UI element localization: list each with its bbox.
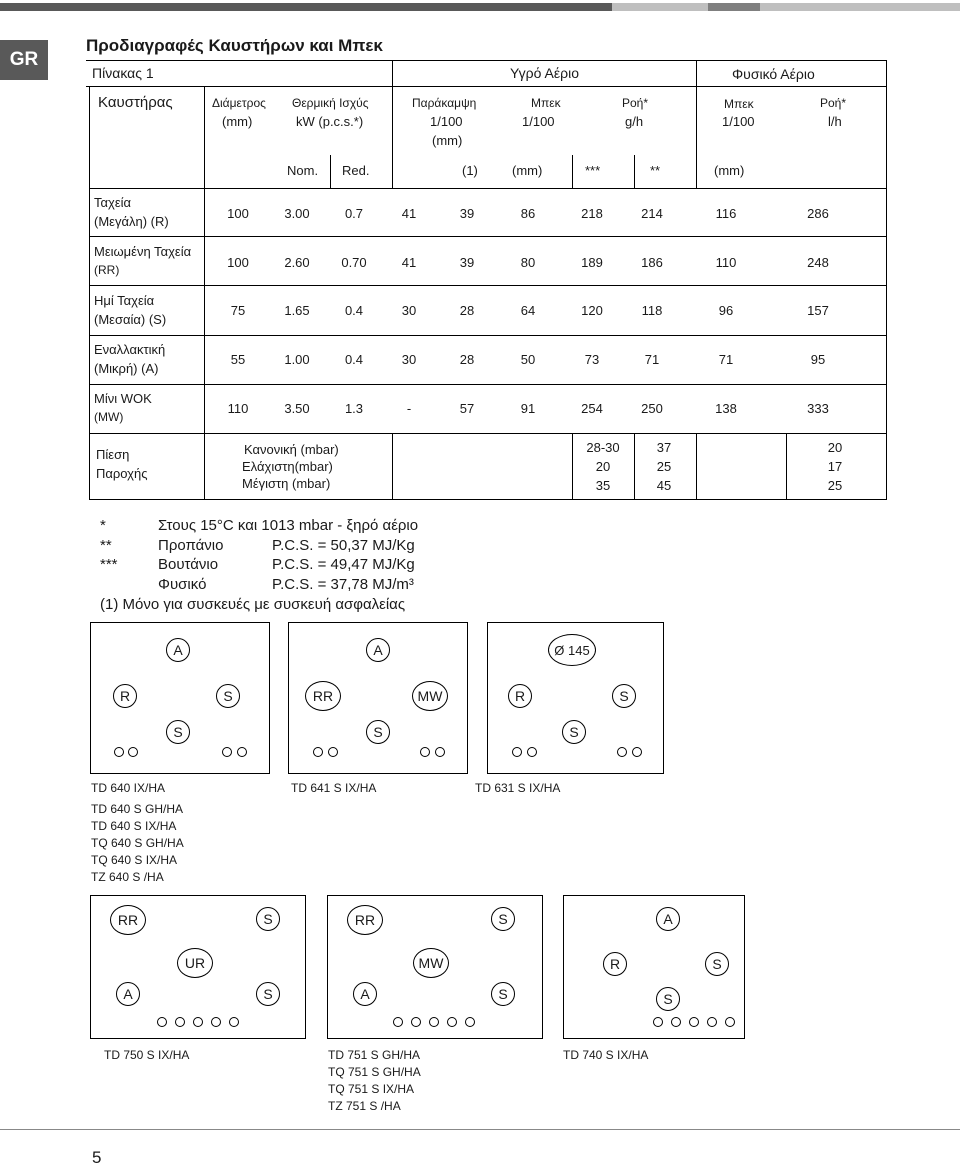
burner-rr: RR: [347, 905, 383, 935]
sub-red: Red.: [342, 163, 370, 178]
burner-a: A: [366, 638, 390, 662]
pressure-cell: 35: [595, 478, 611, 493]
table-cell: 80: [520, 255, 536, 270]
table-cell: 138: [715, 401, 737, 416]
col-nozzle-nat-unit: 1/100: [722, 114, 755, 129]
burner-s: S: [491, 907, 515, 931]
models-p3: TD 631 S IX/HA: [475, 781, 561, 795]
table-cell: 1.00: [284, 352, 310, 367]
pressure-cell: 20: [595, 459, 611, 474]
table-border: [86, 86, 886, 87]
burner-s: S: [366, 720, 390, 744]
table-border: [886, 60, 887, 500]
col-flow-lpg: Ροή*: [622, 96, 649, 110]
burner-a: A: [116, 982, 140, 1006]
col-diameter: Διάμετρος: [212, 96, 266, 110]
table-cell: 73: [584, 352, 600, 367]
table-cell: 157: [807, 303, 829, 318]
pressure-cell: 25: [827, 478, 843, 493]
table-cell: 3.50: [284, 401, 310, 416]
note-pcs: P.C.S. = 37,78 MJ/m³: [272, 575, 414, 593]
table-cell: 110: [227, 401, 249, 416]
knob-icon: [632, 747, 642, 757]
table-cell: 333: [807, 401, 829, 416]
table-cell: 39: [459, 206, 475, 221]
col-power-unit: kW (p.c.s.*): [296, 114, 364, 129]
col-power: Θερμική Ισχύς: [292, 96, 369, 110]
table-cell: 0.7: [344, 206, 364, 221]
table-border: [696, 60, 697, 188]
table-cell: 110: [715, 255, 737, 270]
note-text: Προπάνιο: [158, 536, 224, 554]
table-border: [572, 155, 573, 188]
knob-icon: [393, 1017, 403, 1027]
table-cell: 248: [807, 255, 829, 270]
table-border: [89, 86, 90, 500]
knob-icon: [222, 747, 232, 757]
knob-icon: [114, 747, 124, 757]
burner-ur: UR: [177, 948, 213, 978]
knob-icon: [617, 747, 627, 757]
burner-a: A: [353, 982, 377, 1006]
table-cell: 286: [807, 206, 829, 221]
col-flow-lpg-unit: g/h: [625, 114, 644, 129]
knob-icon: [411, 1017, 421, 1027]
knob-icon: [237, 747, 247, 757]
table-cell: 30: [401, 352, 417, 367]
burner-r: R: [508, 684, 532, 708]
knob-icon: [671, 1017, 681, 1027]
table-border: [392, 433, 393, 499]
col-burner: Καυστήρας: [98, 94, 173, 111]
note-sym: **: [100, 536, 112, 554]
table-cell: 0.4: [344, 303, 364, 318]
pressure-cell: 28-30: [586, 440, 620, 455]
burner-s: S: [491, 982, 515, 1006]
models-p2: TD 641 S IX/HA: [291, 781, 377, 795]
table-cell: 100: [227, 255, 249, 270]
burner-mw: MW: [412, 681, 448, 711]
burner-s: S: [562, 720, 586, 744]
table-cell: 118: [641, 303, 663, 318]
table-cell: 57: [459, 401, 475, 416]
table-border: [204, 86, 205, 500]
table-border: [89, 499, 886, 500]
table-cell: 214: [641, 206, 663, 221]
table-cell: 71: [718, 352, 734, 367]
note-text: Βουτάνιο: [158, 556, 219, 573]
language-badge: GR: [0, 40, 48, 80]
table-cell: 91: [520, 401, 536, 416]
knob-icon: [447, 1017, 457, 1027]
col-bypass-unit: 1/100: [430, 114, 463, 129]
group-lpg: Υγρό Αέριο: [510, 65, 579, 81]
col-flow-nat-unit: l/h: [828, 114, 842, 129]
pressure-cell: 45: [656, 478, 672, 493]
col-diameter-unit: (mm): [222, 114, 253, 129]
table-cell: 71: [644, 352, 660, 367]
col-flow-nat: Ροή*: [820, 96, 847, 110]
burner-a: A: [656, 907, 680, 931]
table-cell: 189: [581, 255, 603, 270]
knob-icon: [420, 747, 430, 757]
burner-a: A: [166, 638, 190, 662]
knob-icon: [527, 747, 537, 757]
top-bar-dark: [0, 3, 612, 11]
table-cell: 95: [810, 352, 826, 367]
pressure-type-normal: Κανονική (mbar): [244, 442, 339, 457]
note-text: Φυσικό: [158, 575, 207, 593]
burner-s: S: [166, 720, 190, 744]
note-sym: ***: [100, 556, 118, 573]
table-border: [89, 236, 886, 237]
table-border: [330, 155, 331, 188]
table-border: [392, 60, 393, 188]
table-border: [786, 433, 787, 499]
burner-wok-145: Ø 145: [548, 634, 596, 666]
row-label-a: Εναλλακτική (Μικρή) (A): [94, 342, 166, 376]
sub-mm-2: (mm): [714, 163, 745, 178]
knob-icon: [725, 1017, 735, 1027]
col-nozzle-lpg-unit: 1/100: [522, 114, 555, 129]
table-border: [89, 433, 886, 434]
table-cell: 86: [520, 206, 536, 221]
table-cell: 1.65: [284, 303, 310, 318]
row-label-r: Ταχεία (Μεγάλη) (R): [94, 195, 169, 229]
sub-1: (1): [462, 163, 478, 178]
burner-s: S: [256, 907, 280, 931]
pressure-label: Πίεση Παροχής: [96, 447, 148, 481]
knob-icon: [128, 747, 138, 757]
note-sym: *: [100, 517, 106, 534]
row-label-rr: Μειωμένη Ταχεία (RR): [94, 244, 192, 277]
col-nozzle-lpg: Μπεκ: [531, 96, 561, 110]
knob-icon: [465, 1017, 475, 1027]
knob-icon: [429, 1017, 439, 1027]
top-bar-dark-2: [708, 3, 760, 11]
burner-mw: MW: [413, 948, 449, 978]
table-cell: 50: [520, 352, 536, 367]
table-border: [89, 285, 886, 286]
table-cell: 1.3: [344, 401, 364, 416]
knob-icon: [435, 747, 445, 757]
table-border: [696, 433, 697, 499]
knob-icon: [689, 1017, 699, 1027]
table-cell: 254: [581, 401, 603, 416]
col-nozzle-nat: Μπεκ: [724, 97, 754, 111]
sub-nom: Nom.: [287, 163, 319, 178]
knob-icon: [175, 1017, 185, 1027]
table-name: Πίνακας 1: [92, 65, 154, 81]
page-title: Προδιαγραφές Καυστήρων και Μπεκ: [86, 36, 383, 55]
top-bar-light: [612, 3, 708, 11]
table-cell: 2.60: [284, 255, 310, 270]
table-border: [634, 155, 635, 188]
burner-s: S: [705, 952, 729, 976]
table-border: [89, 188, 886, 189]
table-cell: 64: [520, 303, 536, 318]
table-cell: 116: [715, 206, 737, 221]
row-label-mw: Μίνι WOK (MW): [94, 391, 152, 424]
bottom-rule: [0, 1129, 960, 1130]
table-cell: 75: [230, 303, 246, 318]
table-cell: 39: [459, 255, 475, 270]
table-cell: 250: [641, 401, 663, 416]
knob-icon: [157, 1017, 167, 1027]
table-border: [89, 335, 886, 336]
table-border: [86, 60, 886, 61]
note-pcs: P.C.S. = 50,37 MJ/Kg: [272, 536, 415, 554]
top-bar-light-2: [760, 3, 960, 11]
pressure-type-min: Ελάχιστη(mbar): [242, 459, 333, 474]
table-cell: -: [406, 401, 412, 416]
table-cell: 41: [401, 206, 417, 221]
models-p6: TD 740 S IX/HA: [563, 1048, 649, 1062]
table-cell: 30: [401, 303, 417, 318]
pressure-cell: 20: [827, 440, 843, 455]
table-cell: 0.70: [341, 255, 367, 270]
pressure-type-max: Μέγιστη (mbar): [242, 476, 331, 491]
burner-r: R: [603, 952, 627, 976]
burner-r: R: [113, 684, 137, 708]
table-cell: 3.00: [284, 206, 310, 221]
knob-icon: [193, 1017, 203, 1027]
row-label-s: Ημί Ταχεία (Μεσαία) (S): [94, 293, 167, 327]
knob-icon: [328, 747, 338, 757]
col-bypass-mm: (mm): [432, 133, 463, 148]
note-pcs: P.C.S. = 49,47 MJ/Kg: [272, 556, 415, 573]
knob-icon: [229, 1017, 239, 1027]
burner-s: S: [216, 684, 240, 708]
table-cell: 55: [230, 352, 246, 367]
table-cell: 120: [581, 303, 603, 318]
knob-icon: [707, 1017, 717, 1027]
table-cell: 96: [718, 303, 734, 318]
burner-s: S: [612, 684, 636, 708]
sub-3star: ***: [585, 163, 601, 178]
burner-s: S: [256, 982, 280, 1006]
models-p1: TD 640 IX/HA TD 640 S GH/HA TD 640 S IX/HA TQ 640 S GH/HA TQ 640 S IX/HA TZ 640 S /HA: [91, 781, 184, 884]
knob-icon: [512, 747, 522, 757]
pressure-cell: 37: [656, 440, 672, 455]
sub-mm-1: (mm): [512, 163, 543, 178]
group-natural: Φυσικό Αέριο: [732, 66, 815, 82]
burner-s: S: [656, 987, 680, 1011]
models-p5: TD 751 S GH/HA TQ 751 S GH/HA TQ 751 S IX/HA TZ 751 S /HA: [328, 1048, 421, 1113]
knob-icon: [653, 1017, 663, 1027]
pressure-cell: 25: [656, 459, 672, 474]
table-cell: 218: [581, 206, 603, 221]
pressure-cell: 17: [827, 459, 843, 474]
sub-2star: **: [650, 163, 661, 178]
footnote: (1) Μόνο για συσκευές με συσκευή ασφαλείας: [100, 596, 406, 613]
models-p4: TD 750 S IX/HA: [104, 1048, 190, 1062]
col-bypass: Παράκαμψη: [412, 96, 477, 110]
page-number: 5: [92, 1148, 102, 1167]
burner-rr: RR: [305, 681, 341, 711]
table-cell: 186: [641, 255, 663, 270]
table-cell: 0.4: [344, 352, 364, 367]
knob-icon: [313, 747, 323, 757]
table-cell: 41: [401, 255, 417, 270]
knob-icon: [211, 1017, 221, 1027]
table-cell: 100: [227, 206, 249, 221]
table-border: [89, 384, 886, 385]
table-cell: 28: [459, 352, 475, 367]
burner-rr: RR: [110, 905, 146, 935]
note-text: Στους 15°C και 1013 mbar - ξηρό αέριο: [158, 517, 419, 534]
table-cell: 28: [459, 303, 475, 318]
